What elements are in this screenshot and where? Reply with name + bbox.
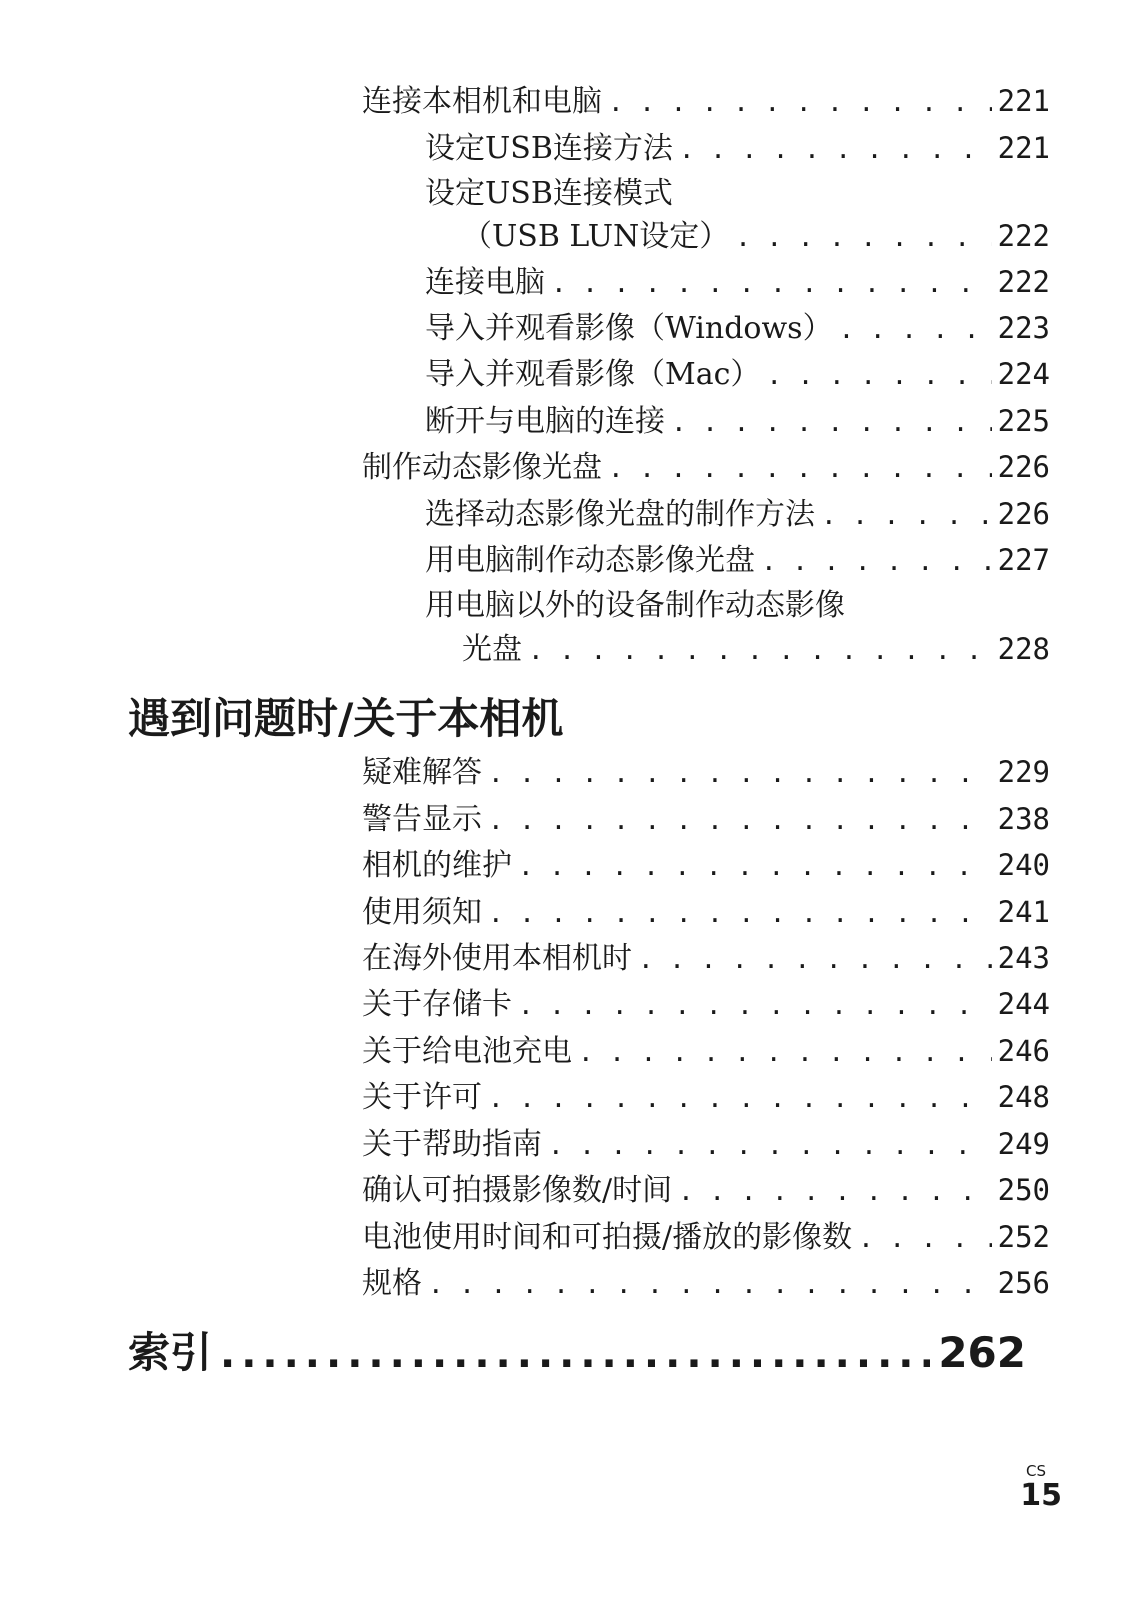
toc-entry-page: 250 (997, 1173, 1050, 1207)
leader-dots (608, 452, 992, 486)
toc-entry-title: 用电脑制作动态影像光盘 (425, 543, 755, 578)
toc-entry-title: 选择动态影像光盘的制作方法 (425, 497, 815, 532)
toc-entry[interactable] (425, 404, 1050, 440)
toc-entry[interactable] (362, 1220, 1050, 1256)
toc-entry[interactable] (362, 1080, 1050, 1116)
leader-dots (548, 1129, 992, 1163)
toc-entry-page: 240 (997, 848, 1050, 882)
toc-entry-title: 导入并观看影像（Mac） (425, 357, 761, 392)
toc-entry[interactable] (362, 848, 1050, 884)
toc-entry[interactable] (362, 941, 1050, 977)
toc-entry-title: 确认可拍摄影像数/时间 (362, 1173, 673, 1208)
toc-entry-page: 238 (997, 802, 1050, 836)
toc-entry[interactable] (362, 1127, 1050, 1163)
leader-dots (671, 406, 992, 440)
language-code: CS (1026, 1462, 1046, 1480)
toc-entry-title: 疑难解答 (362, 755, 482, 790)
toc-entry-page: 221 (997, 131, 1050, 165)
leader-dots (528, 634, 992, 668)
toc-entry-page: 226 (997, 450, 1050, 484)
index-page: 262 (938, 1328, 1026, 1377)
toc-entry-title: 使用须知 (362, 895, 482, 930)
toc-entry-title: 导入并观看影像（Windows） (425, 311, 833, 346)
leader-dots (518, 989, 992, 1023)
leader-dots (821, 499, 992, 533)
toc-entry[interactable] (362, 1173, 1050, 1209)
toc-entry-page: 241 (997, 895, 1050, 929)
leader-dots (766, 359, 991, 393)
toc-entry-title: 设定USB连接方法 (425, 131, 673, 166)
toc-entry-title: 在海外使用本相机时 (362, 941, 632, 976)
toc-entry[interactable] (362, 1034, 1050, 1070)
leader-dots (488, 757, 992, 791)
toc-entry-page: 243 (997, 941, 1050, 975)
toc-entry-title-line1[interactable]: 设定USB连接模式 (425, 176, 673, 211)
toc-entry[interactable] (362, 895, 1050, 931)
index-title: 索引 (128, 1328, 213, 1377)
leader-dots (839, 313, 992, 347)
toc-entry[interactable] (425, 265, 1050, 301)
toc-entry-title: 连接本相机和电脑 (362, 84, 602, 119)
leader-dots (858, 1222, 992, 1256)
toc-entry-page: 223 (997, 311, 1050, 345)
toc-entry-title: 关于存储卡 (362, 987, 512, 1022)
leader-dots (638, 943, 992, 977)
toc-entry-page: 222 (997, 265, 1050, 299)
toc-entry-title: 规格 (362, 1266, 422, 1301)
section-heading: 遇到问题时/关于本相机 (128, 694, 564, 743)
index-entry[interactable] (128, 1328, 1026, 1379)
toc-entry-page: 228 (997, 632, 1050, 666)
toc-entry-page: 222 (997, 219, 1050, 253)
toc-entry[interactable] (362, 1266, 1050, 1302)
toc-entry-title: 连接电脑 (425, 265, 545, 300)
toc-entry-title: 关于帮助指南 (362, 1127, 542, 1162)
toc-entry-page: 224 (997, 357, 1050, 391)
toc-entry[interactable] (362, 802, 1050, 838)
leader-dots (488, 1082, 992, 1116)
toc-entry-title: 电池使用时间和可拍摄/播放的影像数 (362, 1220, 853, 1255)
toc-entry-page: 225 (997, 404, 1050, 438)
toc-entry[interactable] (425, 543, 1050, 579)
toc-entry-page: 249 (997, 1127, 1050, 1161)
toc-entry-title-line1[interactable]: 用电脑以外的设备制作动态影像 (425, 588, 845, 623)
page-number: 15 (1020, 1478, 1062, 1513)
toc-entry[interactable] (362, 84, 1050, 120)
toc-entry[interactable] (425, 497, 1050, 533)
toc-entry-page: 226 (997, 497, 1050, 531)
leader-dots (518, 850, 992, 884)
toc-entry-page: 227 (997, 543, 1050, 577)
leader-dots (679, 133, 992, 167)
toc-entry-page: 246 (997, 1034, 1050, 1068)
leader-dots (551, 267, 992, 301)
toc-entry-page: 256 (997, 1266, 1050, 1300)
toc-entry-title: （USB LUN设定） (462, 219, 730, 254)
toc-entry-title: 相机的维护 (362, 848, 512, 883)
leader-dots (735, 221, 991, 255)
toc-entry-title: 警告显示 (362, 802, 482, 837)
toc-entry[interactable] (362, 450, 1050, 486)
toc-entry[interactable] (362, 755, 1050, 791)
toc-entry[interactable] (425, 131, 1050, 167)
toc-entry[interactable] (425, 357, 1050, 393)
leader-dots (220, 1329, 930, 1379)
toc-entry-title: 断开与电脑的连接 (425, 404, 665, 439)
leader-dots (578, 1036, 992, 1070)
toc-entry-page: 248 (997, 1080, 1050, 1114)
leader-dots (761, 545, 992, 579)
toc-entry-title: 关于许可 (362, 1080, 482, 1115)
toc-entry[interactable] (425, 311, 1050, 347)
leader-dots (428, 1268, 992, 1302)
toc-entry-page: 221 (997, 84, 1050, 118)
toc-entry-title: 制作动态影像光盘 (362, 450, 602, 485)
toc-entry[interactable] (362, 987, 1050, 1023)
toc-entry-title: 光盘 (462, 632, 522, 667)
leader-dots (488, 897, 992, 931)
toc-entry-page: 244 (997, 987, 1050, 1021)
toc-entry-page: 229 (997, 755, 1050, 789)
leader-dots (488, 804, 992, 838)
toc-entry-page: 252 (997, 1220, 1050, 1254)
toc-entry[interactable] (462, 219, 1050, 255)
toc-entry[interactable] (462, 632, 1050, 668)
leader-dots (678, 1175, 992, 1209)
toc-entry-title: 关于给电池充电 (362, 1034, 572, 1069)
leader-dots (608, 86, 992, 120)
